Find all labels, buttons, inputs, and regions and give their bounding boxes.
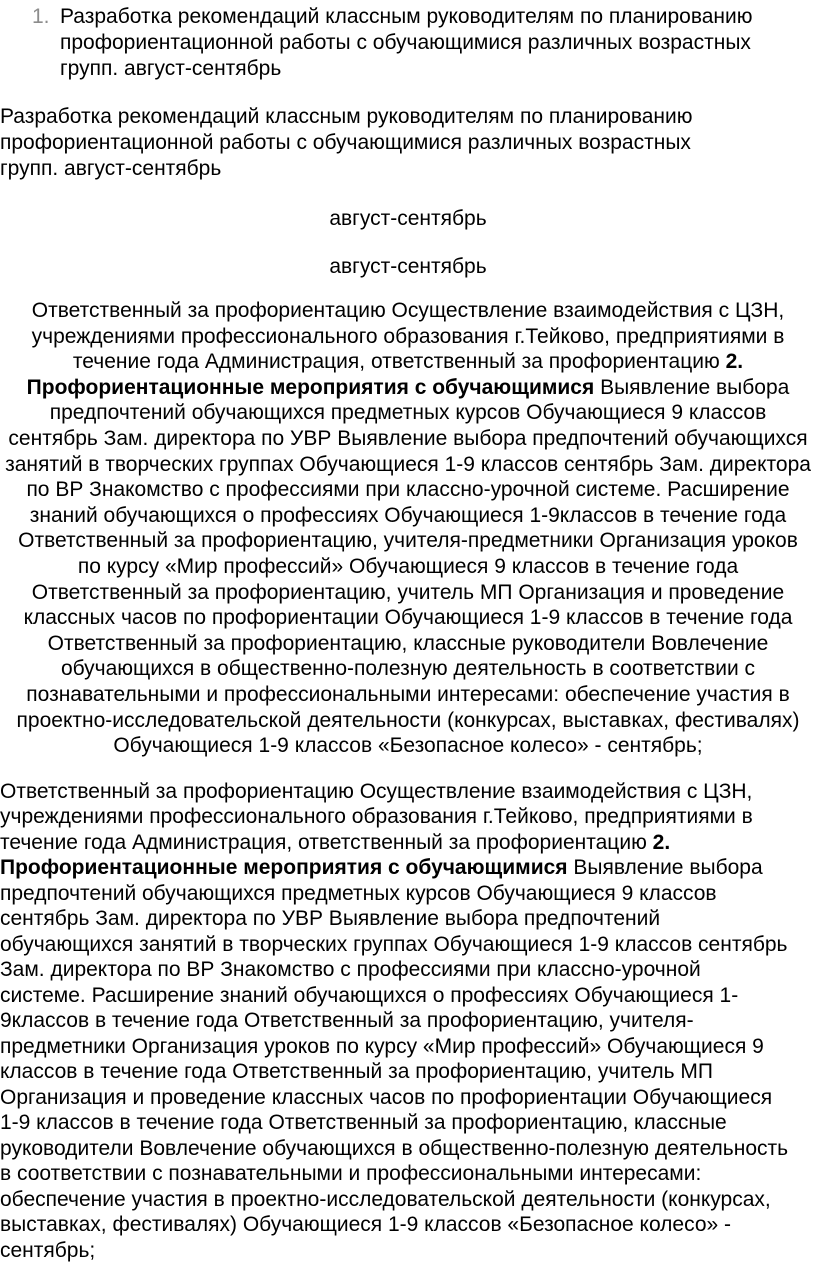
numbered-list-item [32,4,780,82]
left-block-text-2: Выявление выбора предпочтений обучающихся предметных курсов Обучающиеся 9 классов сентябрь Зам. директора по УВР Выявление выбора предпочтений обучающихся занятий в творческих группах Обучающиеся 1-9 классов сентябрь Зам. директора по ВР Знакомство с профессиями при классно-урочной системе. Расширение знаний обучающихся о профессиях Обучающиеся 1-9классов в течение года Ответственный за профориентацию, учителя-предметники Организация уроков по курсу «Мир профессий» Обучающиеся 9 классов в течение года Ответственный за профориентацию, учитель МП Организация и проведение классных часов по профориентации Обучающиеся 1-9 классов в течение года Ответственный за профориентацию, классные руководители Вовлечение обучающихся в общественно-полезную деятельность в соответствии с познавательными и профессиональными интересами: обеспечение участия в проектно-исследовательской деятельности (конкурсах, выставках, фестивалях) Обучающиеся 1-9 классов «Безопасное колесо» - сентябрь; [0,856,789,1262]
date-line-1: август-сентябрь [329,207,487,230]
left-text-block [0,779,790,1264]
left-block-bold-heading: 2. Профориентационные мероприятия с обучающимися [0,830,671,880]
centered-text-block [0,298,816,759]
centered-block-text-2: Выявление выбора предпочтений обучающихся предметных курсов Обучающиеся 9 классов сентябрь Зам. директора по УВР Выявление выбора предпочтений обучающихся занятий в творческих группах Обучающиеся 1-9 классов сентябрь Зам. директора по ВР Знакомство с профессиями при классно-урочной системе. Расширение знаний обучающихся о профессиях Обучающиеся 1-9классов в течение года Ответственный за профориентацию, учителя-предметники Организация уроков по курсу «Мир профессий» Обучающиеся 9 классов в течение года Ответственный за профориентацию, учитель МП Организация и проведение классных часов по профориентации Обучающиеся 1-9 классов в течение года Ответственный за профориентацию, классные руководители Вовлечение обучающихся в общественно-полезную деятельность в соответствии с познавательными и профессиональными интересами: обеспечение участия в проектно-исследовательской деятельности (конкурсах, выставках, фестивалях) Обучающиеся 1-9 классов «Безопасное колесо» - сентябрь; [5,375,811,758]
centered-block-text-1: Ответственный за профориентацию Осуществление взаимодействия с ЦЗН, учреждениями профессионального образования г.Тейково, предприятиями в течение года Администрация, ответственный за профориентацию [31,299,785,374]
list-number: 1. [32,5,50,28]
intro-paragraph: Разработка рекомендаций классным руководителям по планированию профориентационной работы с обучающимися различных возрастных групп. август-сентябрь [0,105,693,180]
list-item-text: Разработка рекомендаций классным руководителям по планированию профориентационной работы с обучающимися различных возрастных групп. август-сентябрь [60,5,753,80]
date-line-2: август-сентябрь [329,255,487,278]
left-block-text-1: Ответственный за профориентацию Осуществление взаимодействия с ЦЗН, учреждениями профессионального образования г.Тейково, предприятиями в течение года Администрация, ответственный за профориентацию [0,779,753,854]
centered-block-bold-heading: 2. Профориентационные мероприятия с обучающимися [26,350,744,399]
